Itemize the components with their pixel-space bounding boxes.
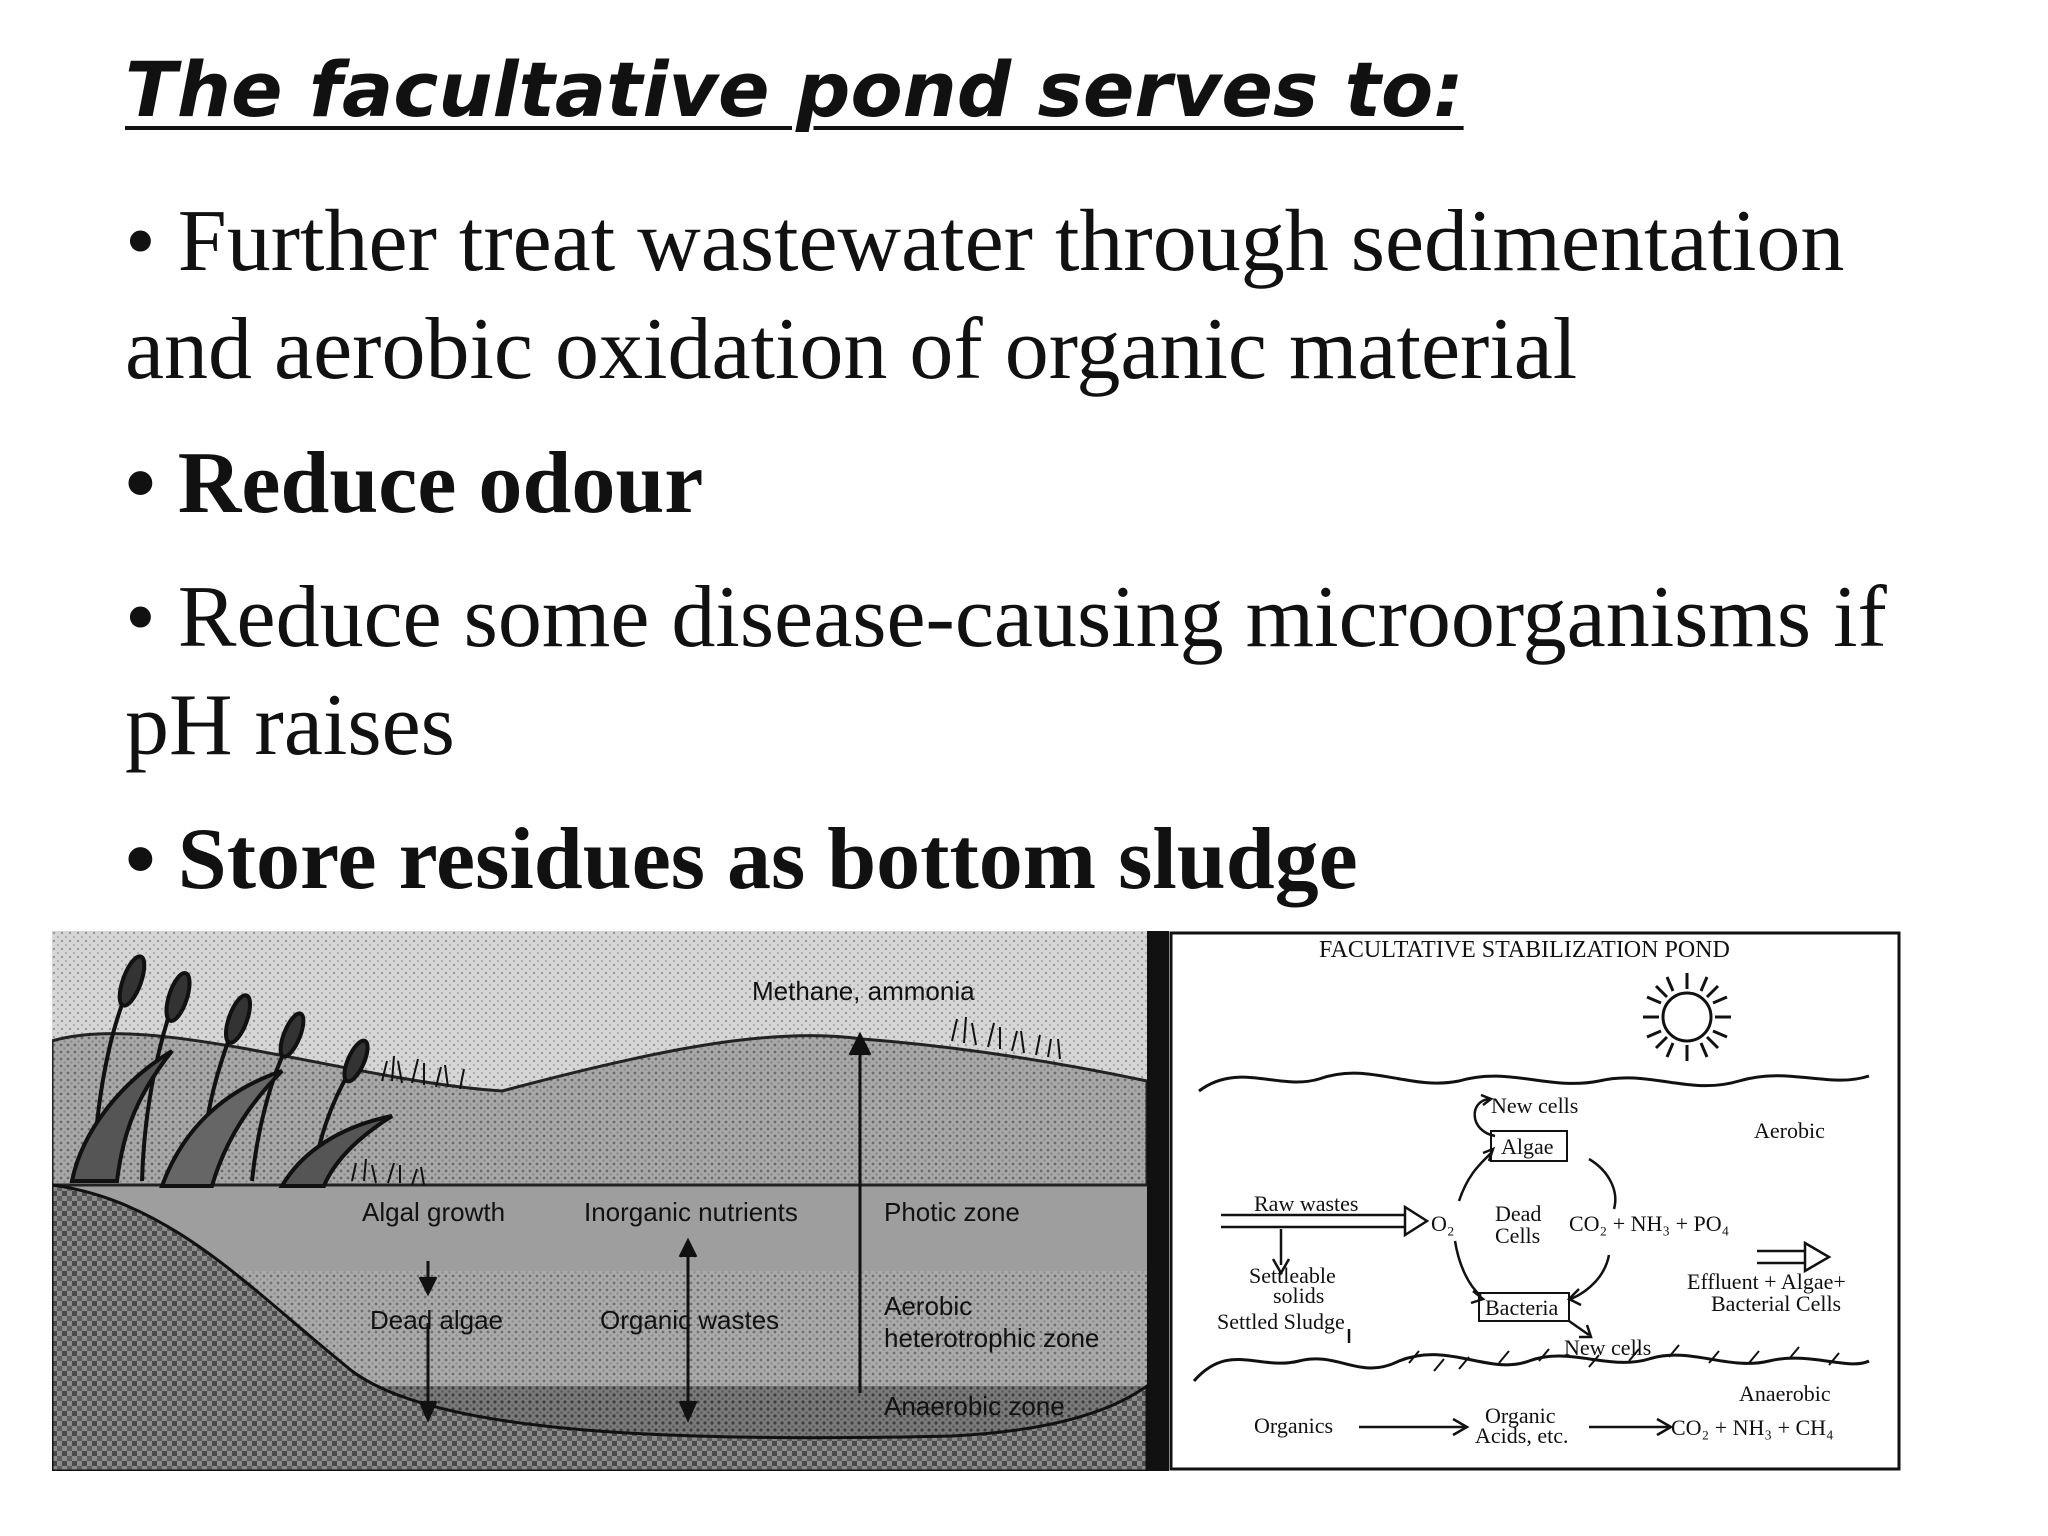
bullet-sludge: • Store residues as bottom sludge <box>125 811 1358 908</box>
label-effluent: Effluent + Algae+ <box>1687 1269 1846 1294</box>
label-organic-wastes: Organic wastes <box>600 1305 780 1335</box>
label-inorganic-nutrients: Inorganic nutrients <box>584 1197 798 1227</box>
pond-cross-section-diagram <box>52 931 1147 1471</box>
label-new-cells-bottom: New cells <box>1564 1335 1652 1360</box>
label-raw-wastes: Raw wastes <box>1254 1191 1359 1216</box>
slide-title: The facultative pond serves to: <box>125 45 1464 134</box>
stabilization-pond-schematic <box>1169 931 1901 1471</box>
label-heterotrophic-zone: heterotrophic zone <box>884 1323 1100 1353</box>
label-algae: Algae <box>1501 1134 1554 1159</box>
bullet-sedimentation: • Further treat wastewater through sedimentation and aerobic oxidation of organic material <box>125 193 1845 398</box>
schematic-title: FACULTATIVE STABILIZATION POND <box>1319 937 1730 963</box>
label-anaerobic: Anaerobic <box>1739 1381 1831 1406</box>
label-settled-sludge: Settled Sludge <box>1217 1309 1345 1334</box>
label-new-cells-top: New cells <box>1491 1093 1579 1118</box>
figure-separator <box>1147 931 1169 1471</box>
label-bacterial-cells: Bacterial Cells <box>1711 1291 1842 1316</box>
label-solids: solids <box>1273 1283 1325 1308</box>
bullet-odour: • Reduce odour <box>125 435 704 532</box>
label-dead-algae: Dead algae <box>370 1305 503 1335</box>
label-photic-zone: Photic zone <box>884 1197 1020 1227</box>
bullet-microorganisms: • Reduce some disease-causing microorganisms if pH raises <box>125 569 1887 774</box>
label-co2-nh3-po4: CO₂ + NH₃ + PO₄ <box>1569 1211 1730 1236</box>
label-acids: Acids, etc. <box>1475 1423 1569 1448</box>
label-aerobic: Aerobic <box>884 1291 973 1321</box>
label-cells: Cells <box>1495 1223 1541 1248</box>
label-co2-nh3-ch4: CO₂ + NH₃ + CH₄ <box>1671 1415 1834 1440</box>
label-methane-ammonia: Methane, ammonia <box>752 976 975 1006</box>
label-organic: Organic <box>1485 1403 1556 1428</box>
label-settleable: Settleable <box>1249 1263 1336 1288</box>
label-anaerobic-zone: Anaerobic zone <box>884 1391 1065 1421</box>
label-organics: Organics <box>1254 1413 1334 1438</box>
label-bacteria: Bacteria <box>1485 1295 1559 1320</box>
label-aerobic: Aerobic <box>1754 1118 1825 1143</box>
label-o2: O₂ <box>1431 1211 1455 1236</box>
label-algal-growth: Algal growth <box>362 1197 506 1227</box>
label-dead: Dead <box>1495 1201 1542 1226</box>
